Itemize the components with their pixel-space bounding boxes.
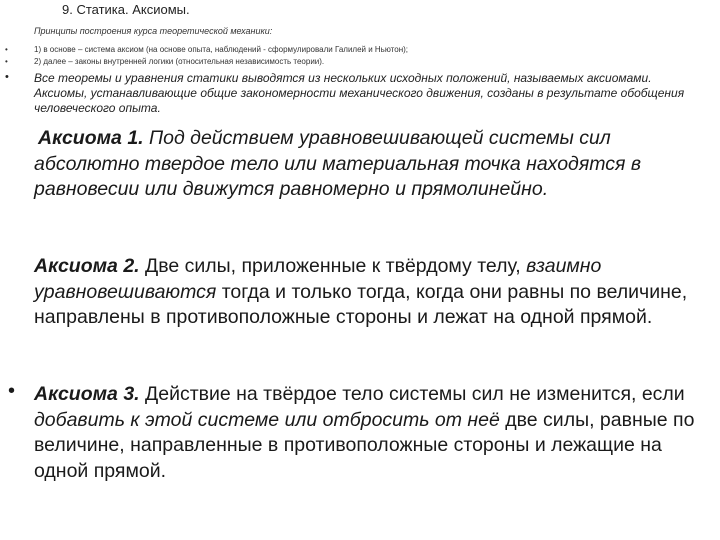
principle-text: 2) далее – законы внутренней логики (относительная независимость теории). [34, 57, 325, 66]
axiom-2-text-1: Две силы, приложенные к твёрдому телу, [139, 255, 527, 277]
axiom-2-emphasis: взаимно уравновешиваются [34, 255, 602, 303]
bullet: • [5, 45, 8, 54]
axiom-3 [34, 382, 716, 484]
bullet: • [5, 71, 9, 83]
axiom-1 [34, 126, 716, 203]
axiom-2-text-2: тогда и только тогда, когда они равны по величине, направлены в противоположные стороны и лежат на одной прямой. [34, 280, 688, 328]
axiom-3-label: Аксиома 3. [34, 383, 140, 405]
slide-title: 9. Статика. Аксиомы. [62, 2, 190, 17]
axiom-2-label: Аксиома 2. [34, 255, 140, 277]
axiom-1-text: Под действием уравновешивающей системы сил абсолютно твердое тело или материальная точка находятся в равновесии или движутся равномерно и прямолинейно. [34, 127, 642, 200]
axiom-3-text-1: Действие на твёрдое тело системы сил не изменится, если [139, 383, 685, 405]
axiom-1-label: Аксиома 1. [38, 127, 144, 149]
principles-intro: Принципы построения курса теоретической механики: [34, 26, 273, 36]
axiom-3-text-2: две силы, равные по величине, направленные в противоположные стороны и лежащие на одной прямой. [34, 408, 695, 482]
axiom-2 [34, 254, 716, 331]
axiom-3-emphasis: добавить к этой системе или отбросить от неё [34, 408, 500, 431]
statics-summary: Все теоремы и уравнения статики выводятся из нескольких исходных положений, называемых аксиомами. Аксиомы, устанавливающие общие закономерности механического движения, созданы в результате обобщения человеческого опыта. [34, 71, 685, 115]
principle-text: 1) в основе – система аксиом (на основе опыта, наблюдений - сформулировали Галилей и Ньютон); [34, 45, 409, 54]
bullet: • [5, 57, 8, 66]
bullet: • [8, 380, 16, 402]
